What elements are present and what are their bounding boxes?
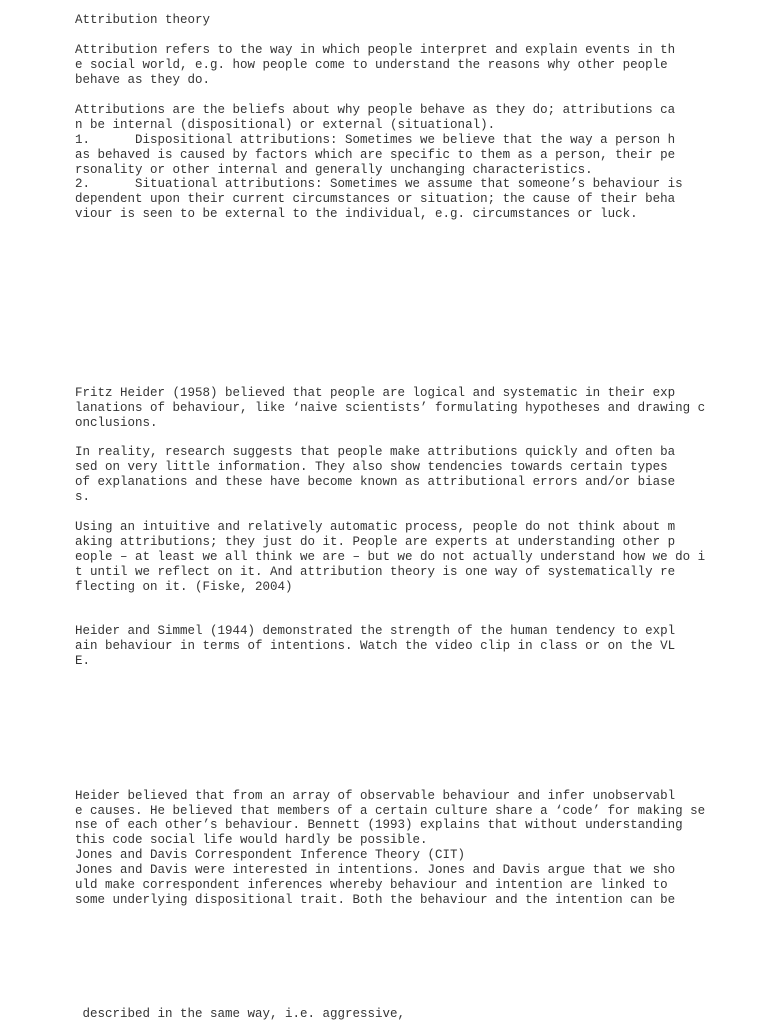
text-line: some underlying dispositional trait. Both the behaviour and the intention can be: [75, 893, 676, 907]
text-line: sed on very little information. They also show tendencies towards certain types: [75, 460, 668, 474]
text-line: E.: [75, 654, 91, 668]
text-line: flecting on it. (Fiske, 2004): [75, 580, 293, 594]
text-line: of explanations and these have become known as attributional errors and/or biase: [75, 475, 676, 489]
text-line: Heider and Simmel (1944) demonstrated the strength of the human tendency to expl: [75, 624, 676, 638]
text-line: n be internal (dispositional) or external (situational).: [75, 118, 496, 132]
text-line: Attributions are the beliefs about why people behave as they do; attributions ca: [75, 103, 676, 117]
text-line: ain behaviour in terms of intentions. Watch the video clip in class or on the VL: [75, 639, 676, 653]
text-line: as behaved is caused by factors which are specific to them as a person, their pe: [75, 148, 676, 162]
text-line: 2. Situational attributions: Sometimes we assume that someone’s behaviour is: [75, 177, 683, 191]
text-line: lanations of behaviour, like ‘naive scientists’ formulating hypotheses and drawing c: [75, 401, 706, 415]
text-line: rsonality or other internal and generally unchanging characteristics.: [75, 163, 593, 177]
text-line: Fritz Heider (1958) believed that people are logical and systematic in their exp: [75, 386, 676, 400]
text-line: onclusions.: [75, 416, 158, 430]
text-line: s.: [75, 490, 91, 504]
text-line: this code social life would hardly be possible.: [75, 833, 428, 847]
text-line: Attribution refers to the way in which people interpret and explain events in th: [75, 43, 676, 57]
text-line: Jones and Davis were interested in intentions. Jones and Davis argue that we sho: [75, 863, 676, 877]
section-heading: Jones and Davis Correspondent Inference Theory (CIT): [75, 848, 466, 862]
text-line: nse of each other’s behaviour. Bennett (1993) explains that without understanding: [75, 818, 683, 832]
text-line: aking attributions; they just do it. People are experts at understanding other p: [75, 535, 676, 549]
text-line: eople – at least we all think we are – but we do not actually understand how we do i: [75, 550, 706, 564]
text-line: Using an intuitive and relatively automatic process, people do not think about m: [75, 520, 676, 534]
text-line: In reality, research suggests that people make attributions quickly and often ba: [75, 445, 676, 459]
document-title: Attribution theory: [75, 13, 211, 27]
text-line: 1. Dispositional attributions: Sometimes we believe that the way a person h: [75, 133, 676, 147]
text-line: e social world, e.g. how people come to understand the reasons why other people: [75, 58, 668, 72]
text-line: described in the same way, i.e. aggressive,: [75, 1007, 406, 1021]
text-line: dependent upon their current circumstances or situation; the cause of their beha: [75, 192, 676, 206]
text-line: behave as they do.: [75, 73, 211, 87]
text-line: viour is seen to be external to the individual, e.g. circumstances or luck.: [75, 207, 638, 221]
text-line: e causes. He believed that members of a certain culture share a ‘code’ for making se: [75, 804, 706, 818]
text-line: uld make correspondent inferences whereby behaviour and intention are linked to: [75, 878, 668, 892]
text-line: Heider believed that from an array of observable behaviour and infer unobservabl: [75, 789, 676, 803]
text-line: t until we reflect on it. And attribution theory is one way of systematically re: [75, 565, 676, 579]
